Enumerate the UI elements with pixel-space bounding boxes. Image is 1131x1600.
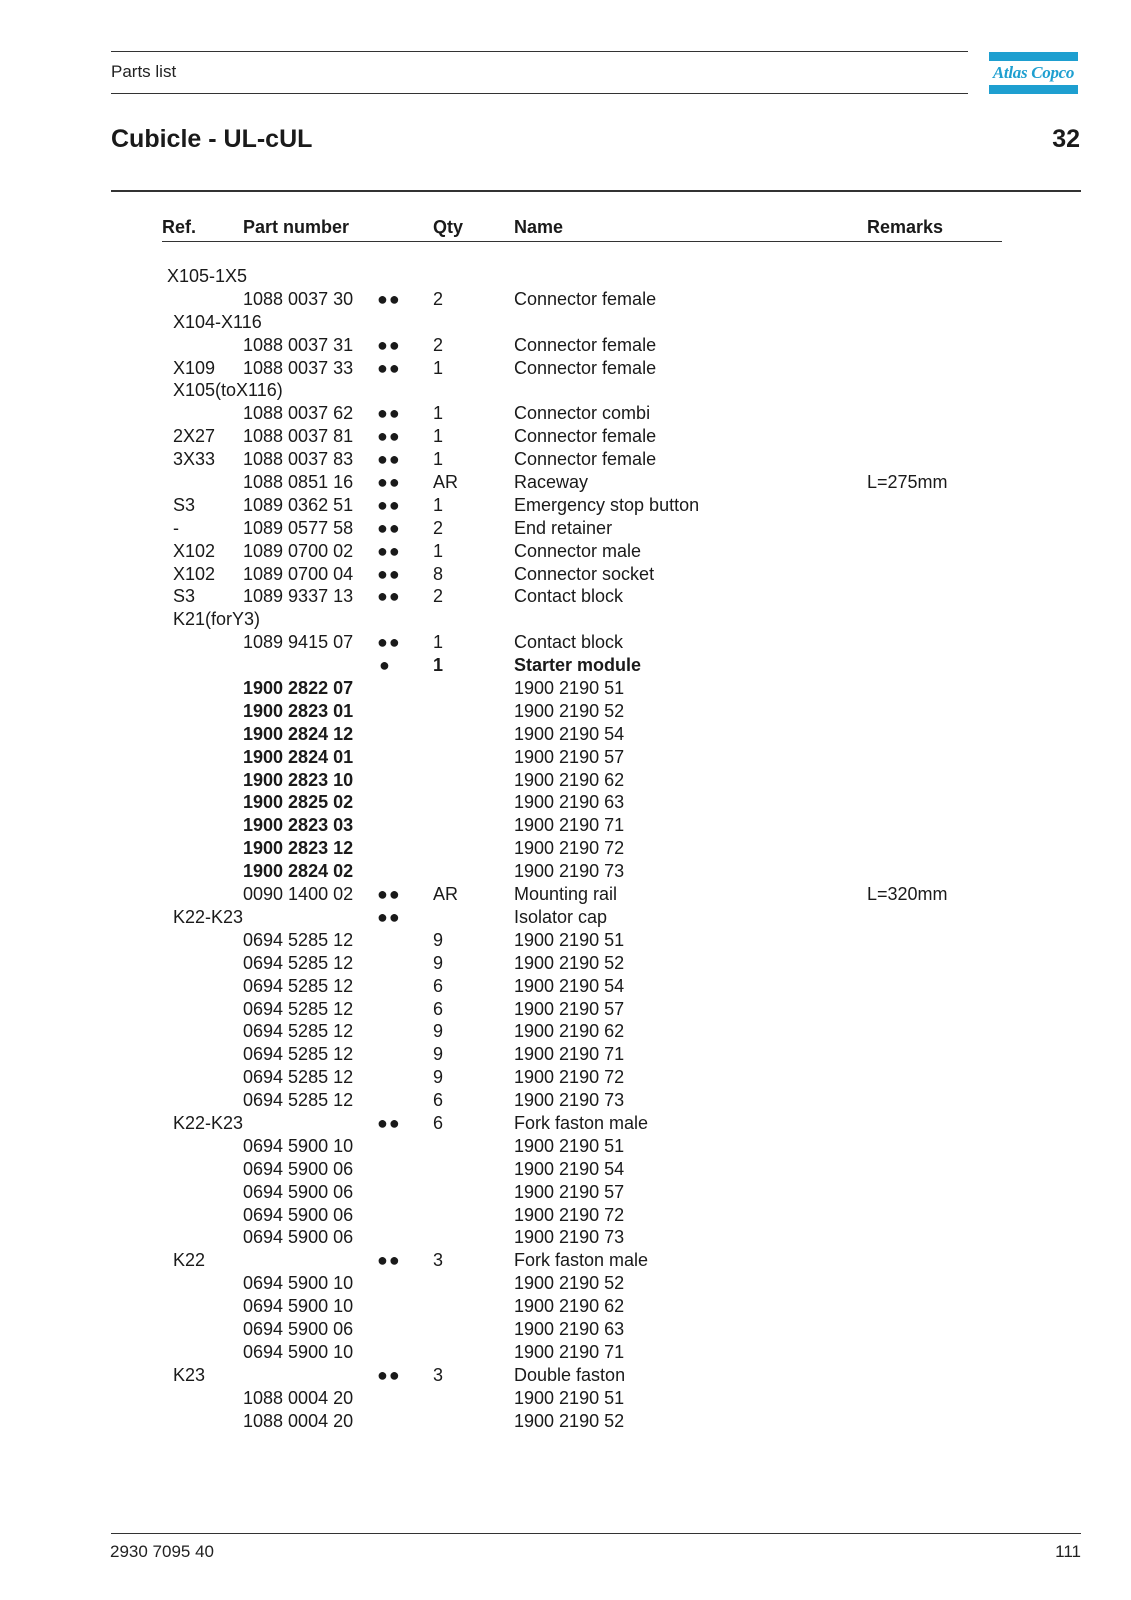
table-row bbox=[0, 1249, 1131, 1272]
row-qty: 6 bbox=[433, 1090, 444, 1111]
row-name: Connector female bbox=[514, 334, 657, 355]
row-name: Double faston bbox=[514, 1364, 626, 1385]
logo-wordmark: Atlas Copco bbox=[992, 63, 1075, 82]
row-part-number: 0694 5900 10 bbox=[243, 1341, 354, 1362]
row-part-number: 0694 5900 10 bbox=[243, 1296, 354, 1317]
row-name: Connector female bbox=[514, 288, 657, 309]
table-row bbox=[0, 494, 1131, 517]
row-ref: S3 bbox=[173, 586, 196, 607]
row-name: 1900 2190 71 bbox=[514, 1341, 625, 1362]
row-qty: 9 bbox=[433, 1044, 444, 1065]
row-marker: ●● bbox=[377, 1364, 401, 1385]
section-number: 32 bbox=[1052, 125, 1080, 153]
row-part-number: 1900 2823 10 bbox=[243, 769, 354, 790]
row-part-number: 1900 2822 07 bbox=[243, 678, 354, 699]
row-part-number: 0694 5285 12 bbox=[243, 952, 354, 973]
table-row bbox=[0, 1318, 1131, 1341]
row-part-number: 1900 2824 01 bbox=[243, 746, 354, 767]
row-name: Fork faston male bbox=[514, 1250, 649, 1271]
row-name: 1900 2190 72 bbox=[514, 838, 625, 859]
row-marker: ●● bbox=[377, 884, 401, 905]
row-ref: X109 bbox=[173, 357, 216, 378]
row-part-number: 1900 2823 12 bbox=[243, 838, 354, 859]
row-name: 1900 2190 52 bbox=[514, 700, 625, 721]
row-name: 1900 2190 73 bbox=[514, 1227, 625, 1248]
row-name: Connector combi bbox=[514, 403, 651, 424]
column-header-qty: Qty bbox=[433, 217, 464, 237]
column-header-rule bbox=[162, 241, 1002, 242]
row-qty: 1 bbox=[433, 426, 444, 447]
header-title: Parts list bbox=[111, 62, 177, 81]
row-part-number: 0694 5285 12 bbox=[243, 975, 354, 996]
row-qty: 8 bbox=[433, 563, 444, 584]
table-row bbox=[0, 471, 1131, 494]
row-qty: AR bbox=[433, 472, 459, 493]
table-row bbox=[0, 425, 1131, 448]
row-part-number: 1088 0004 20 bbox=[243, 1410, 354, 1431]
row-part-number: 0694 5900 06 bbox=[243, 1158, 354, 1179]
row-qty: 1 bbox=[433, 403, 444, 424]
row-qty: 9 bbox=[433, 952, 444, 973]
row-part-number: 0694 5285 12 bbox=[243, 998, 354, 1019]
row-qty: 1 bbox=[433, 655, 444, 676]
row-ref: K23 bbox=[173, 1364, 206, 1385]
row-part-number: 1089 9415 07 bbox=[243, 632, 354, 653]
footer-rule bbox=[111, 1533, 1081, 1534]
row-part-number: 1088 0851 16 bbox=[243, 472, 354, 493]
table-row bbox=[0, 311, 1131, 334]
table-row bbox=[0, 288, 1131, 311]
row-name: 1900 2190 54 bbox=[514, 1158, 625, 1179]
table-row bbox=[0, 860, 1131, 883]
row-name: Emergency stop button bbox=[514, 494, 700, 515]
row-marker: ●● bbox=[377, 563, 401, 584]
footer-doc-number: 2930 7095 40 bbox=[110, 1542, 214, 1561]
column-header-ref: Ref. bbox=[162, 217, 197, 237]
table-row bbox=[0, 379, 1131, 402]
table-row bbox=[0, 929, 1131, 952]
table-row bbox=[0, 1295, 1131, 1318]
row-name: Mounting rail bbox=[514, 884, 618, 905]
row-ref: - bbox=[173, 517, 179, 538]
row-qty: 1 bbox=[433, 632, 444, 653]
row-part-number: 1900 2824 02 bbox=[243, 861, 354, 882]
table-row bbox=[0, 1043, 1131, 1066]
table-row bbox=[0, 906, 1131, 929]
row-marker: ●● bbox=[377, 1112, 401, 1133]
table-row bbox=[0, 608, 1131, 631]
row-ref: S3 bbox=[173, 494, 196, 515]
row-ref: X104-X116 bbox=[173, 311, 262, 332]
row-qty: 6 bbox=[433, 1112, 444, 1133]
row-marker: ●● bbox=[377, 906, 401, 927]
table-row bbox=[0, 631, 1131, 654]
row-name: Contact block bbox=[514, 632, 624, 653]
row-qty: 3 bbox=[433, 1364, 444, 1385]
row-qty: 9 bbox=[433, 929, 444, 950]
row-part-number: 1089 0700 04 bbox=[243, 563, 354, 584]
table-row bbox=[0, 357, 1131, 380]
row-qty: 6 bbox=[433, 975, 444, 996]
row-part-number: 1089 0700 02 bbox=[243, 540, 354, 561]
row-name: 1900 2190 52 bbox=[514, 1410, 625, 1431]
row-ref: X102 bbox=[173, 563, 216, 584]
row-qty: 2 bbox=[433, 586, 444, 607]
column-header-part-number: Part number bbox=[243, 217, 350, 237]
row-ref: X102 bbox=[173, 540, 216, 561]
row-part-number: 1088 0037 83 bbox=[243, 449, 354, 470]
row-part-number: 1088 0037 30 bbox=[243, 288, 354, 309]
table-row bbox=[0, 998, 1131, 1021]
row-marker: ●● bbox=[377, 586, 401, 607]
row-name: 1900 2190 71 bbox=[514, 1044, 625, 1065]
table-row bbox=[0, 334, 1131, 357]
row-name: 1900 2190 52 bbox=[514, 952, 625, 973]
row-marker: ●● bbox=[377, 1250, 401, 1271]
row-name: 1900 2190 57 bbox=[514, 746, 625, 767]
table-row bbox=[0, 654, 1131, 677]
table-row bbox=[0, 1410, 1131, 1433]
table-row bbox=[0, 975, 1131, 998]
atlas-copco-logo bbox=[989, 52, 1078, 94]
row-name: 1900 2190 52 bbox=[514, 1273, 625, 1294]
row-qty: 9 bbox=[433, 1021, 444, 1042]
row-marker: ●● bbox=[377, 449, 401, 470]
row-name: 1900 2190 73 bbox=[514, 1090, 625, 1111]
row-part-number: 0694 5285 12 bbox=[243, 1090, 354, 1111]
table-row bbox=[0, 700, 1131, 723]
row-part-number: 1088 0037 62 bbox=[243, 403, 354, 424]
row-part-number: 0694 5285 12 bbox=[243, 929, 354, 950]
row-marker: ●● bbox=[377, 494, 401, 515]
row-name: 1900 2190 51 bbox=[514, 929, 625, 950]
table-row bbox=[0, 723, 1131, 746]
row-part-number: 0694 5900 06 bbox=[243, 1318, 354, 1339]
table-row bbox=[0, 585, 1131, 608]
row-part-number: 1088 0037 81 bbox=[243, 426, 354, 447]
row-qty: 1 bbox=[433, 357, 444, 378]
row-name: Connector female bbox=[514, 426, 657, 447]
row-marker: ●● bbox=[377, 334, 401, 355]
row-part-number: 0694 5900 06 bbox=[243, 1204, 354, 1225]
row-part-number: 1900 2825 02 bbox=[243, 792, 354, 813]
row-part-number: 1089 0362 51 bbox=[243, 494, 354, 515]
table-row bbox=[0, 677, 1131, 700]
row-ref: K22-K23 bbox=[173, 1112, 244, 1133]
row-marker: ●● bbox=[377, 632, 401, 653]
row-remarks: L=275mm bbox=[867, 472, 948, 493]
row-name: Connector female bbox=[514, 449, 657, 470]
row-marker: ●● bbox=[377, 403, 401, 424]
table-row bbox=[0, 952, 1131, 975]
row-part-number: 0694 5900 10 bbox=[243, 1273, 354, 1294]
table-row bbox=[0, 746, 1131, 769]
table-row bbox=[0, 402, 1131, 425]
row-ref: K22-K23 bbox=[173, 906, 244, 927]
row-name: 1900 2190 51 bbox=[514, 678, 625, 699]
row-part-number: 1900 2824 12 bbox=[243, 723, 354, 744]
row-name: Isolator cap bbox=[514, 906, 608, 927]
table-row bbox=[0, 265, 1131, 288]
table-row bbox=[0, 1272, 1131, 1295]
row-part-number: 0694 5285 12 bbox=[243, 1044, 354, 1065]
column-header-name: Name bbox=[514, 217, 564, 237]
table-row bbox=[0, 1204, 1131, 1227]
row-name: 1900 2190 62 bbox=[514, 1021, 625, 1042]
row-name: 1900 2190 51 bbox=[514, 1387, 625, 1408]
row-name: Fork faston male bbox=[514, 1112, 649, 1133]
row-qty: 9 bbox=[433, 1067, 444, 1088]
row-name: 1900 2190 57 bbox=[514, 998, 625, 1019]
table-row bbox=[0, 540, 1131, 563]
row-name: 1900 2190 57 bbox=[514, 1181, 625, 1202]
row-name: 1900 2190 71 bbox=[514, 815, 625, 836]
row-name: 1900 2190 51 bbox=[514, 1135, 625, 1156]
row-marker: ●● bbox=[377, 540, 401, 561]
parts-table bbox=[0, 265, 1131, 1432]
row-part-number: 0694 5285 12 bbox=[243, 1021, 354, 1042]
row-name: Connector female bbox=[514, 357, 657, 378]
row-part-number: 1089 9337 13 bbox=[243, 586, 354, 607]
row-marker: ●● bbox=[377, 517, 401, 538]
footer-page-number: 111 bbox=[1055, 1542, 1081, 1561]
row-qty: 3 bbox=[433, 1250, 444, 1271]
row-qty: AR bbox=[433, 884, 459, 905]
section-title: Cubicle - UL-cUL bbox=[111, 125, 313, 153]
table-row bbox=[0, 1089, 1131, 1112]
row-marker: ● bbox=[379, 655, 391, 676]
table-row bbox=[0, 1226, 1131, 1249]
row-name: Starter module bbox=[514, 655, 642, 676]
table-row bbox=[0, 1135, 1131, 1158]
table-row bbox=[0, 883, 1131, 906]
row-part-number: 1900 2823 03 bbox=[243, 815, 354, 836]
row-qty: 2 bbox=[433, 334, 444, 355]
row-part-number: 0694 5900 06 bbox=[243, 1181, 354, 1202]
row-part-number: 0694 5900 06 bbox=[243, 1227, 354, 1248]
row-ref: X105(toX116) bbox=[173, 380, 283, 401]
table-row bbox=[0, 517, 1131, 540]
row-qty: 1 bbox=[433, 540, 444, 561]
row-ref: K22 bbox=[173, 1250, 206, 1271]
row-part-number: 1088 0004 20 bbox=[243, 1387, 354, 1408]
row-name: 1900 2190 72 bbox=[514, 1067, 625, 1088]
table-row bbox=[0, 1158, 1131, 1181]
row-part-number: 0090 1400 02 bbox=[243, 884, 354, 905]
row-qty: 1 bbox=[433, 449, 444, 470]
table-row bbox=[0, 1341, 1131, 1364]
table-row bbox=[0, 1181, 1131, 1204]
row-qty: 6 bbox=[433, 998, 444, 1019]
table-row bbox=[0, 769, 1131, 792]
row-part-number: 1088 0037 33 bbox=[243, 357, 354, 378]
table-row bbox=[0, 563, 1131, 586]
row-name: 1900 2190 63 bbox=[514, 792, 625, 813]
column-header-remarks: Remarks bbox=[867, 217, 944, 237]
row-name: 1900 2190 62 bbox=[514, 1296, 625, 1317]
row-name: Connector socket bbox=[514, 563, 655, 584]
row-ref: K21(forY3) bbox=[173, 609, 261, 630]
row-qty: 2 bbox=[433, 288, 444, 309]
row-remarks: L=320mm bbox=[867, 884, 948, 905]
row-qty: 2 bbox=[433, 517, 444, 538]
table-row bbox=[0, 448, 1131, 471]
table-row bbox=[0, 814, 1131, 837]
table-row bbox=[0, 791, 1131, 814]
header-bottom-rule bbox=[111, 93, 968, 94]
row-marker: ●● bbox=[377, 472, 401, 493]
row-name: Raceway bbox=[514, 472, 589, 493]
table-row bbox=[0, 1066, 1131, 1089]
logo-top-bar bbox=[989, 52, 1078, 61]
row-part-number: 1900 2823 01 bbox=[243, 700, 354, 721]
row-name: End retainer bbox=[514, 517, 613, 538]
row-marker: ●● bbox=[377, 288, 401, 309]
row-part-number: 1088 0037 31 bbox=[243, 334, 354, 355]
row-ref: 2X27 bbox=[173, 426, 216, 447]
row-name: 1900 2190 63 bbox=[514, 1318, 625, 1339]
row-name: 1900 2190 54 bbox=[514, 975, 625, 996]
header-top-rule bbox=[111, 51, 968, 52]
table-row bbox=[0, 1387, 1131, 1410]
row-name: 1900 2190 54 bbox=[514, 723, 625, 744]
table-row bbox=[0, 1112, 1131, 1135]
logo-bottom-bar bbox=[989, 85, 1078, 94]
row-name: 1900 2190 72 bbox=[514, 1204, 625, 1225]
table-row bbox=[0, 837, 1131, 860]
row-part-number: 0694 5900 10 bbox=[243, 1135, 354, 1156]
table-row bbox=[0, 1364, 1131, 1387]
row-ref: 3X33 bbox=[173, 449, 216, 470]
row-ref: X105-1X5 bbox=[167, 266, 248, 286]
row-part-number: 1089 0577 58 bbox=[243, 517, 354, 538]
section-rule bbox=[111, 190, 1081, 192]
row-marker: ●● bbox=[377, 426, 401, 447]
row-qty: 1 bbox=[433, 494, 444, 515]
row-name: 1900 2190 62 bbox=[514, 769, 625, 790]
row-name: Contact block bbox=[514, 586, 624, 607]
row-part-number: 0694 5285 12 bbox=[243, 1067, 354, 1088]
row-name: Connector male bbox=[514, 540, 642, 561]
row-marker: ●● bbox=[377, 357, 401, 378]
table-row bbox=[0, 1020, 1131, 1043]
row-name: 1900 2190 73 bbox=[514, 861, 625, 882]
